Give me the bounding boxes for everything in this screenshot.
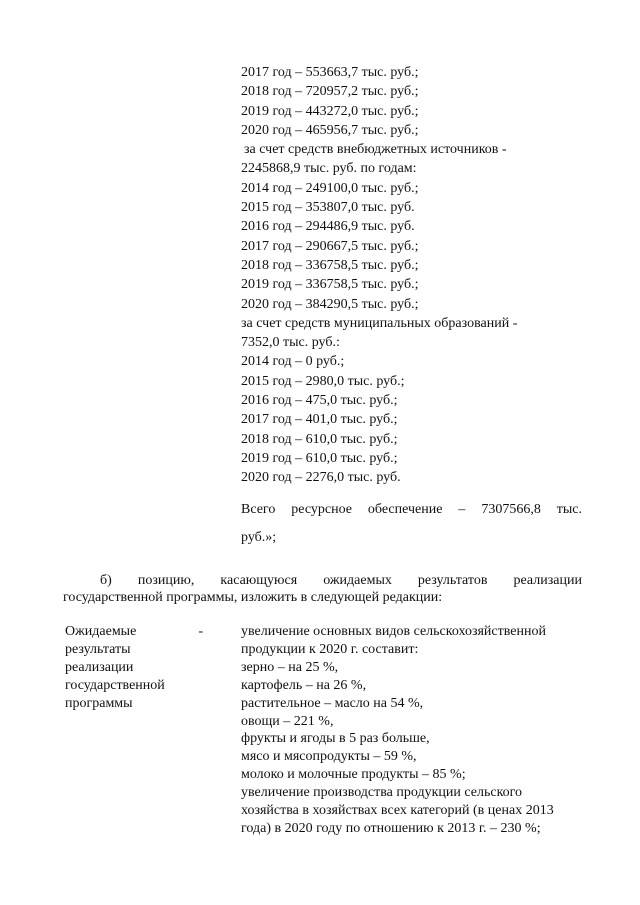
results-line: увеличение производства продукции сельского xyxy=(241,785,523,801)
funding-line: 2014 год – 249100,0 тыс. руб.; xyxy=(241,180,419,196)
paragraph-word: реализации xyxy=(513,573,582,588)
total-word: – xyxy=(458,502,466,517)
expected-results-label xyxy=(65,623,215,713)
label-line: результаты xyxy=(65,642,131,657)
funding-line: 2020 год – 384290,5 тыс. руб.; xyxy=(241,296,419,312)
label-word: Ожидаемые xyxy=(65,624,137,639)
funding-list xyxy=(241,63,586,488)
results-line: зерно – на 25 %, xyxy=(241,659,339,675)
total-end: руб.»; xyxy=(241,530,277,545)
funding-line: 2019 год – 443272,0 тыс. руб.; xyxy=(241,103,419,119)
results-line: года) в 2020 году по отношению к 2013 г. – 230 %; xyxy=(241,820,541,836)
label-dash: - xyxy=(198,624,203,639)
paragraph-word: б) xyxy=(100,573,112,588)
total-word: 7307566,8 xyxy=(481,502,541,517)
paragraph-b xyxy=(63,572,582,606)
total-row xyxy=(241,500,582,519)
paragraph-b-line1 xyxy=(63,572,582,589)
funding-line: 2016 год – 475,0 тыс. руб.; xyxy=(241,393,398,409)
paragraph-b-line2: государственной программы, изложить в следующей редакции: xyxy=(63,590,443,605)
total-word: обеспечение xyxy=(367,502,443,517)
total-word: тыс. xyxy=(556,502,582,517)
funding-line: 7352,0 тыс. руб.: xyxy=(241,335,340,351)
funding-line: 2015 год – 353807,0 тыс. руб. xyxy=(241,200,415,216)
funding-line: 2014 год – 0 руб.; xyxy=(241,354,345,370)
total-word: ресурсное xyxy=(291,502,352,517)
label-line: государственной xyxy=(65,678,165,693)
funding-line: 2018 год – 720957,2 тыс. руб.; xyxy=(241,84,419,100)
results-line: картофель – на 26 %, xyxy=(241,677,367,693)
funding-line: 2015 год – 2980,0 тыс. руб.; xyxy=(241,373,405,389)
results-line: продукции к 2020 г. составит: xyxy=(241,641,419,657)
results-line: фрукты и ягоды в 5 раз больше, xyxy=(241,731,430,747)
funding-line: 2245868,9 тыс. руб. по годам: xyxy=(241,161,417,177)
funding-line: 2020 год – 2276,0 тыс. руб. xyxy=(241,470,401,486)
expected-results-content xyxy=(241,623,586,838)
funding-line: 2017 год – 553663,7 тыс. руб.; xyxy=(241,65,419,80)
funding-line: 2019 год – 336758,5 тыс. руб.; xyxy=(241,277,419,293)
results-line: растительное – масло на 54 %, xyxy=(241,695,424,711)
paragraph-word: позицию, xyxy=(137,573,195,588)
label-first-line xyxy=(65,623,203,641)
label-line: программы xyxy=(65,696,133,711)
paragraph-word: касающуюся xyxy=(220,573,298,588)
label-line: реализации xyxy=(65,660,134,675)
paragraph-word: ожидаемых xyxy=(323,573,392,588)
results-line: увеличение основных видов сельскохозяйственной xyxy=(241,624,546,639)
funding-line: 2017 год – 401,0 тыс. руб.; xyxy=(241,412,398,428)
results-line: овощи – 221 %, xyxy=(241,713,334,729)
paragraph-word: результатов xyxy=(417,573,488,588)
funding-line: 2019 год – 610,0 тыс. руб.; xyxy=(241,450,398,466)
total-word: Всего xyxy=(241,502,276,517)
funding-line: 2020 год – 465956,7 тыс. руб.; xyxy=(241,122,419,138)
results-line: хозяйства в хозяйствах всех категорий (в ценах 2013 xyxy=(241,803,554,819)
funding-source-heading: за счет средств внебюджетных источников - xyxy=(244,142,507,158)
funding-line: 2018 год – 336758,5 тыс. руб.; xyxy=(241,257,419,273)
funding-source-heading: за счет средств муниципальных образований - xyxy=(241,315,518,331)
funding-line: 2016 год – 294486,9 тыс. руб. xyxy=(241,219,415,235)
total-resources xyxy=(241,500,582,547)
results-line: молоко и молочные продукты – 85 %; xyxy=(241,767,466,783)
funding-line: 2017 год – 290667,5 тыс. руб.; xyxy=(241,238,419,254)
funding-line: 2018 год – 610,0 тыс. руб.; xyxy=(241,431,398,447)
results-line: мясо и мясопродукты – 59 %, xyxy=(241,749,417,765)
